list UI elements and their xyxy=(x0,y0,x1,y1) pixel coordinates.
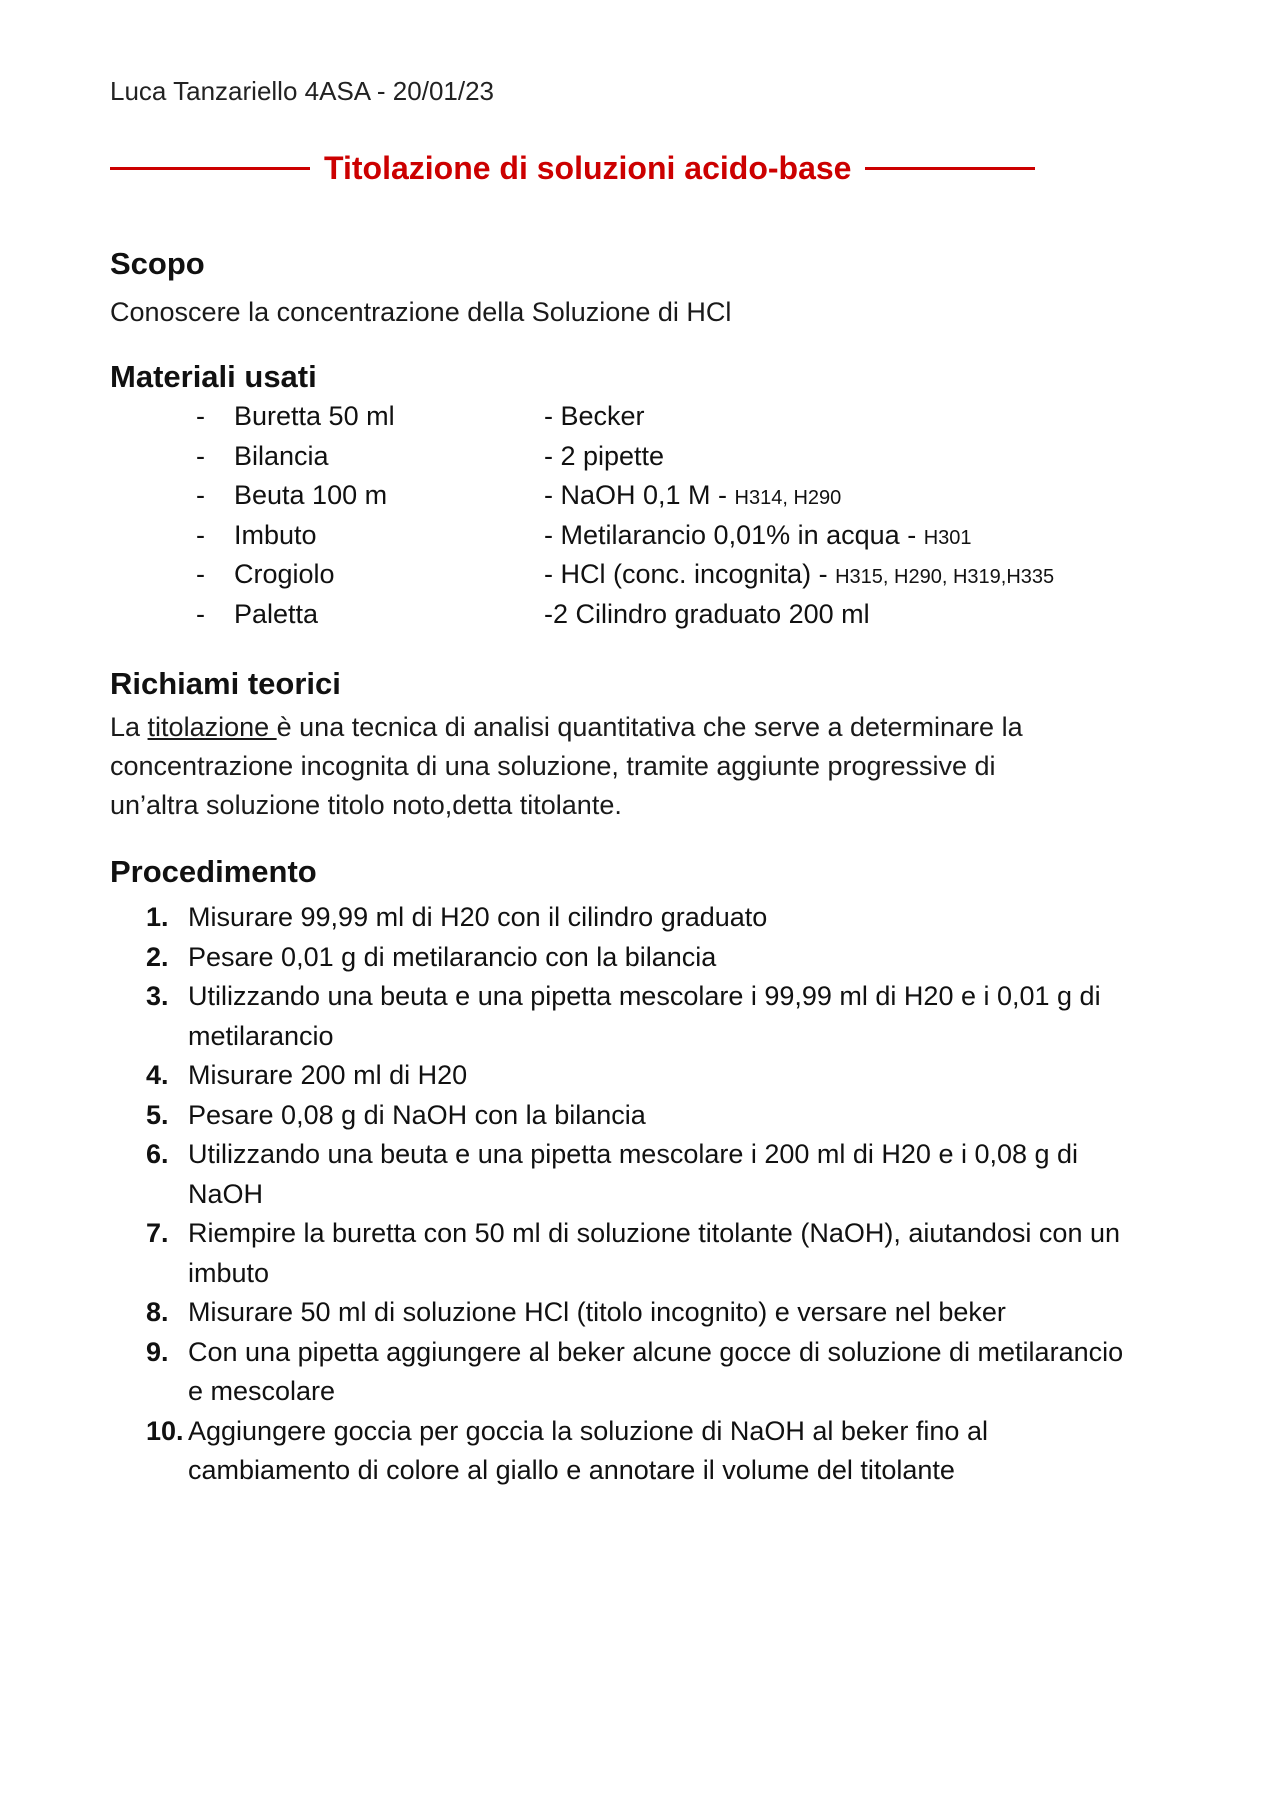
document-page: Luca Tanzariello 4ASA - 20/01/23 Titolazione di soluzioni acido-base Scopo Conoscere la concentrazione della Soluzione di HCl Materiali usati - Buretta 50 ml - Becker - Bilancia - 2 pipette - Beuta 100 m - NaOH 0,1 M - H314, H290 - Imbuto - Metilarancio 0,01% in acqua - H301 - Crogiolo - HCl (conc. incognita) - H315, H290, H319,H335 - Paletta -2 Cilindro graduato 200 ml Richiami teorici La titolazione è una tecnica di analisi quantitativa che serve a determinare la concentrazione incognita di una soluzione, tramite aggiunte progressive di un’altra soluzione titolo noto,detta titolante. Procedimento 1. Misurare 99,99 ml di H20 con il cilindro graduato 2. Pesare 0,01 g di metilarancio con la bilancia 3. Utilizzando una beuta e una pipetta mescolare i 99,99 ml di H20 e i 0,01 g di metilarancio 4. Misurare 200 ml di H20 5. Pesare 0,08 g di NaOH con la bilancia 6. Utilizzando una beuta e una pipetta mescolare i 200 ml di H20 e i 0,08 g di NaOH 7. Riempire la buretta con 50 ml di soluzione titolante (NaOH), aiutandosi con un imbuto 8. Misurare 50 ml di soluzione HCl (titolo incognito) e versare nel beker 9. Con una pipetta aggiungere al beker alcune gocce di soluzione di metilarancio e mescolare 10. Aggiungere goccia per goccia la soluzione di NaOH al beker fino al cambiamento di colore al giallo e annotare il volume del titolante xyxy=(0,0,1280,1808)
hazard-codes: H301 xyxy=(923,526,972,549)
hazard-codes: H314, H290 xyxy=(734,487,842,509)
scopo-text: Conoscere la concentrazione della Soluzione di HCl xyxy=(110,297,732,327)
procedure-step: 8. Misurare 50 ml di soluzione HCl (titolo incognito) e versare nel beker xyxy=(146,1297,1006,1327)
material-right: -2 Cilindro graduato 200 ml xyxy=(544,598,870,629)
procedure-step: 5. Pesare 0,08 g di NaOH con la bilancia xyxy=(146,1099,646,1130)
richiami-text: La titolazione è una tecnica di analisi quantitativa che serve a determinare la concentrazione incognita di una soluzione, tramite aggiunte progressive di un’altra soluzione titolo noto,detta titolante. xyxy=(110,712,1023,820)
procedure-steps xyxy=(140,898,1140,1491)
procedimento-heading: Procedimento xyxy=(110,854,317,889)
material-left: Bilancia xyxy=(234,440,329,471)
material-left: Imbuto xyxy=(234,519,317,550)
procedure-step: 7. Riempire la buretta con 50 ml di soluzione titolante (NaOH), aiutandosi con un imbuto xyxy=(146,1218,1120,1288)
richiami-heading: Richiami teorici xyxy=(110,666,341,701)
titolazione-term: titolazione xyxy=(147,712,277,742)
procedure-step: 6. Utilizzando una beuta e una pipetta mescolare i 200 ml di H20 e i 0,08 g di NaOH xyxy=(146,1139,1079,1209)
materiali-heading: Materiali usati xyxy=(110,359,317,394)
procedure-step: 9. Con una pipetta aggiungere al beker alcune gocce di soluzione di metilarancio e mescolare xyxy=(146,1336,1124,1406)
title-rule-right xyxy=(865,167,1035,170)
material-right: - 2 pipette xyxy=(544,440,665,471)
author-date-line: Luca Tanzariello 4ASA - 20/01/23 xyxy=(110,76,495,106)
material-left: Crogiolo xyxy=(234,559,335,589)
material-left: Paletta xyxy=(234,598,319,629)
procedure-step: 3. Utilizzando una beuta e una pipetta mescolare i 99,99 ml di H20 e i 0,01 g di metilarancio xyxy=(146,981,1101,1051)
material-right: - NaOH 0,1 M - H314, H290 xyxy=(544,480,842,510)
material-right: - HCl (conc. incognita) - H315, H290, H319,H335 xyxy=(544,559,1055,589)
procedure-step: 10. Aggiungere goccia per goccia la soluzione di NaOH al beker fino al cambiamento di colore al giallo e annotare il volume del titolante xyxy=(146,1415,988,1485)
document-title-row xyxy=(110,150,1130,187)
hazard-codes: H315, H290, H319,H335 xyxy=(835,566,1055,588)
title-rule-left xyxy=(110,167,310,170)
material-right: - Metilarancio 0,01% in acqua - H301 xyxy=(544,519,972,550)
scopo-heading: Scopo xyxy=(110,246,205,281)
material-right: - Becker xyxy=(544,401,645,431)
procedure-step: 1. Misurare 99,99 ml di H20 con il cilindro graduato xyxy=(146,902,768,932)
material-left: Buretta 50 ml xyxy=(234,401,395,431)
material-left: Beuta 100 m xyxy=(234,480,388,510)
procedure-step: 4. Misurare 200 ml di H20 xyxy=(146,1060,468,1090)
document-title: Titolazione di soluzioni acido-base xyxy=(324,150,852,186)
procedure-step: 2. Pesare 0,01 g di metilarancio con la bilancia xyxy=(146,941,717,972)
